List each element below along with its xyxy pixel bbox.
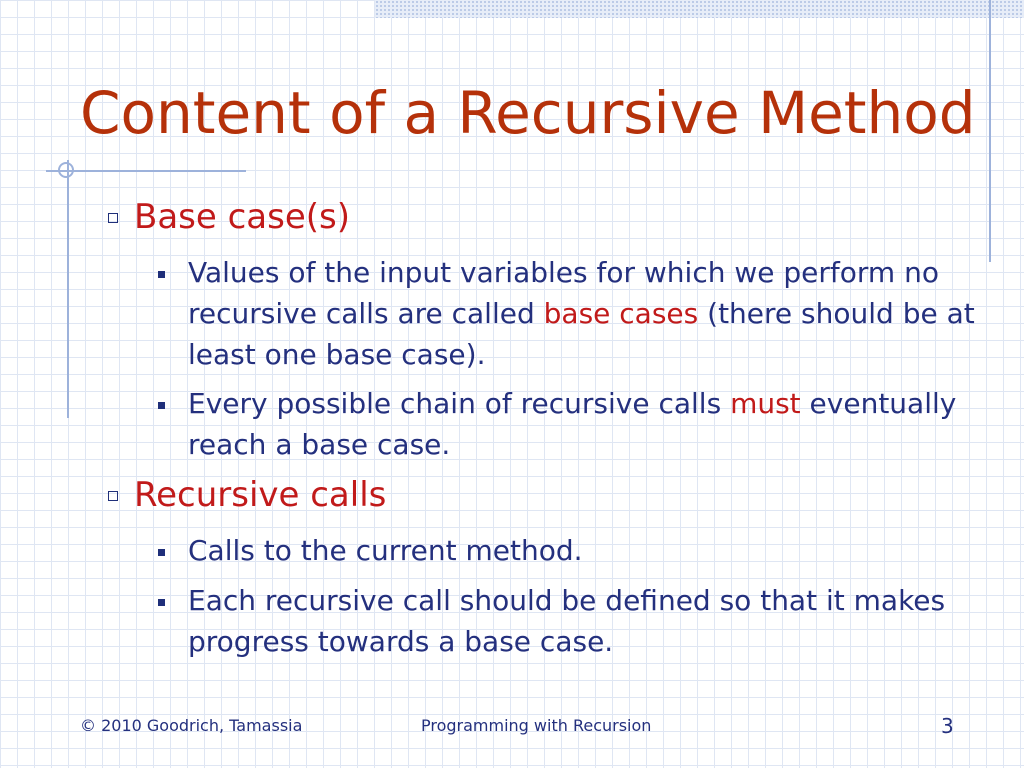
sub-bullet (188, 530, 978, 571)
hollow-square-bullet-icon (108, 213, 118, 223)
sub-bullet (188, 252, 978, 375)
sub-bullet-text-tail: eventually reach a base case. (188, 387, 957, 461)
crosshair-ring-ornament (58, 162, 74, 178)
sub-bullet-highlight: base cases (543, 297, 699, 330)
square-bullet-icon (158, 599, 165, 606)
bullet-label: Recursive calls (134, 475, 387, 515)
sub-bullet-text: Every possible chain of recursive calls (188, 387, 731, 420)
bullet-base-cases (108, 197, 350, 237)
square-bullet-icon (158, 271, 165, 278)
bullet-label: Base case(s) (134, 197, 351, 237)
hollow-square-bullet-icon (108, 491, 118, 501)
sub-bullet-text-tail: (there should be at least one base case). (188, 297, 975, 371)
sub-bullet-text: Values of the input variables for which we perform no recursive calls are called (188, 256, 939, 330)
left-accent-line (67, 160, 69, 418)
slide-title: Content of a Recursive Method (80, 79, 976, 147)
footer-copyright: © 2010 Goodrich, Tamassia (80, 716, 303, 735)
title-underline-accent (46, 170, 246, 172)
bullet-recursive-calls (108, 475, 386, 515)
right-accent-line (989, 0, 991, 262)
sub-bullet-text: Each recursive call should be defined so that it makes progress towards a base case. (188, 584, 946, 658)
sub-bullet (188, 383, 978, 465)
sub-bullet-highlight: must (730, 387, 801, 420)
footer-center-title: Programming with Recursion (421, 716, 652, 735)
square-bullet-icon (158, 549, 165, 556)
square-bullet-icon (158, 402, 165, 409)
sub-bullet (188, 580, 978, 662)
page-number: 3 (941, 714, 954, 738)
top-decorative-band (375, 0, 1024, 18)
sub-bullet-text: Calls to the current method. (188, 534, 583, 567)
